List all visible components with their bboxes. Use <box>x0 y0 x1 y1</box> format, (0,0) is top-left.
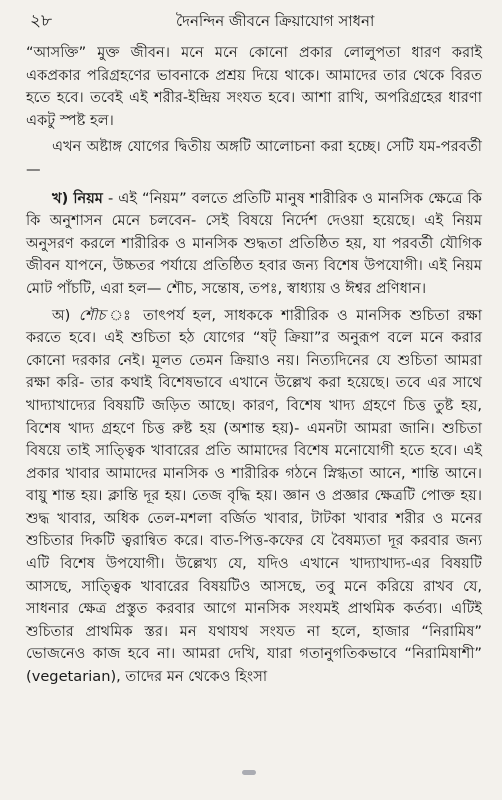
paragraph-intro-niyam <box>26 136 482 181</box>
paragraph-text: এখন অষ্টাঙ্গ যোগের দ্বিতীয় অঙ্গটি আলোচনা করা হচ্ছে। সেটি যম-পরবর্তী— <box>26 138 482 178</box>
page-header <box>26 8 482 34</box>
paragraph-text: “আসক্তি” মুক্ত জীবন। মনে মনে কোনো প্রকার লোলুপতা ধারণ করাই একপ্রকার পরিগ্রহণের ভাবনাকে প্রশ্রয় দিয়ে থাকে। আমাদের তার থেকে বিরত হতে হবে। তবেই এই শরীর-ইন্দ্রিয় সংযত হবে। আশা রাখি, অপরিগ্রহের ধারণা একটু স্পষ্ট হল। <box>26 44 482 129</box>
paragraph-niyam <box>26 188 482 301</box>
page-number: ২৮ <box>30 11 53 31</box>
paragraph-text: ঃ তাৎপর্য হল, সাধককে শারীরিক ও মানসিক শুচিতা রক্ষা করতে হবে। এই শুচিতা হঠ যোগের “ষট্ ক্রিয়া”র অনুরূপ বলে মনে করার কোনো দরকার নেই। মূলত তেমন ক্রিয়াও নয়। নিত্যদিনের যে শুচিতা আমরা রক্ষা করি- তার কথাই বিশেষভাবে এখানে উল্লেখ করা হয়েছে। তবে এর সাথে খাদ্যাখাদ্যের বিষয়টি জড়িত আছে। কারণ, বিশেষ খাদ্য গ্রহণে চিত্ত তুষ্ট হয়, বিশেষ খাদ্য গ্রহণে চিত্ত রুষ্ট হয় (অশান্ত হয়)- এমনটা আমরা জানি। শুচিতা বিষয়ে তাই সাত্ত্বিক খাবারের প্রতি আমাদের বিশেষ মনোযোগী হতে হবে। এই প্রকার খাবার আমাদের মানসিক ও শারীরিক গঠনে স্নিগ্ধতা আনে, শান্তি আনে। বায়ু শান্ত হয়। ক্লান্তি দূর হয়। তেজ বৃদ্ধি হয়। জ্ঞান ও প্রজ্ঞার ক্ষেত্রটি পোক্ত হয়। শুদ্ধ খাবার, অধিক তেল-মশলা বর্জিত খাবার, টাটকা খাবার শরীর ও মনের শুচিতার দিকটি ত্বরান্বিত করে। বাত-পিত্ত-কফের যে বৈষম্যতা দূর করবার জন্য এটি বিশেষ উপযোগী। উল্লেখ্য যে, যদিও এখানে খাদ্যাখাদ্য-এর বিষয়টি আসছে, সাত্ত্বিক খাবারের বিষয়টিও আসছে, তবু মনে করিয়ে রাখব যে, সাধনার ক্ষেত্র প্রস্তুত করবার আগে মানসিক সংযমই প্রাথমিক কর্তব্য। এটিই শুচিতার প্রাথমিক স্তর। মন যথাযথ সংযত না হলে, হাজার “নিরামিষ” ভোজনেও কাজ হবে না। আমরা দেখি, যারা গতানুগতিকভাবে “নিরামিষাশী” (vegetarian), তাদের মন থেকেও হিংসা <box>26 306 482 686</box>
running-title: দৈনন্দিন জীবনে ক্রিয়াযোগ সাধনা <box>176 12 375 30</box>
paragraph-aparigraha-conclusion <box>26 42 482 132</box>
section-marker: অ) <box>52 306 71 324</box>
page-body <box>26 42 482 689</box>
section-term: নিয়ম <box>73 189 103 207</box>
paragraph-text: - এই “নিয়ম” বলতে প্রতিটি মানুষ শারীরিক ও মানসিক ক্ষেত্রে কি কি অনুশাসন মেনে চলবেন- সেই বিষয়ে নির্দেশ দেওয়া হয়েছে। এই নিয়ম অনুসরণ করলে শারীরিক ও মানসিক শুদ্ধতা প্রতিষ্ঠিত হয়, যা পরবর্তী যৌগিক জীবন যাপনে, উচ্চতর পর্যায়ে প্রতিষ্ঠিত হবার জন্য বিশেষ উপযোগী। এই নিয়ম মোট পাঁচটি, এরা হল— শৌচ, সন্তোষ, তপঃ, স্বাধ্যায় ও ঈশ্বর প্রণিধান। <box>26 189 483 297</box>
ink-smudge <box>242 770 256 775</box>
section-marker: খ) <box>52 189 69 207</box>
paragraph-shoucha <box>26 305 482 689</box>
section-term: শৌচ <box>78 306 106 324</box>
